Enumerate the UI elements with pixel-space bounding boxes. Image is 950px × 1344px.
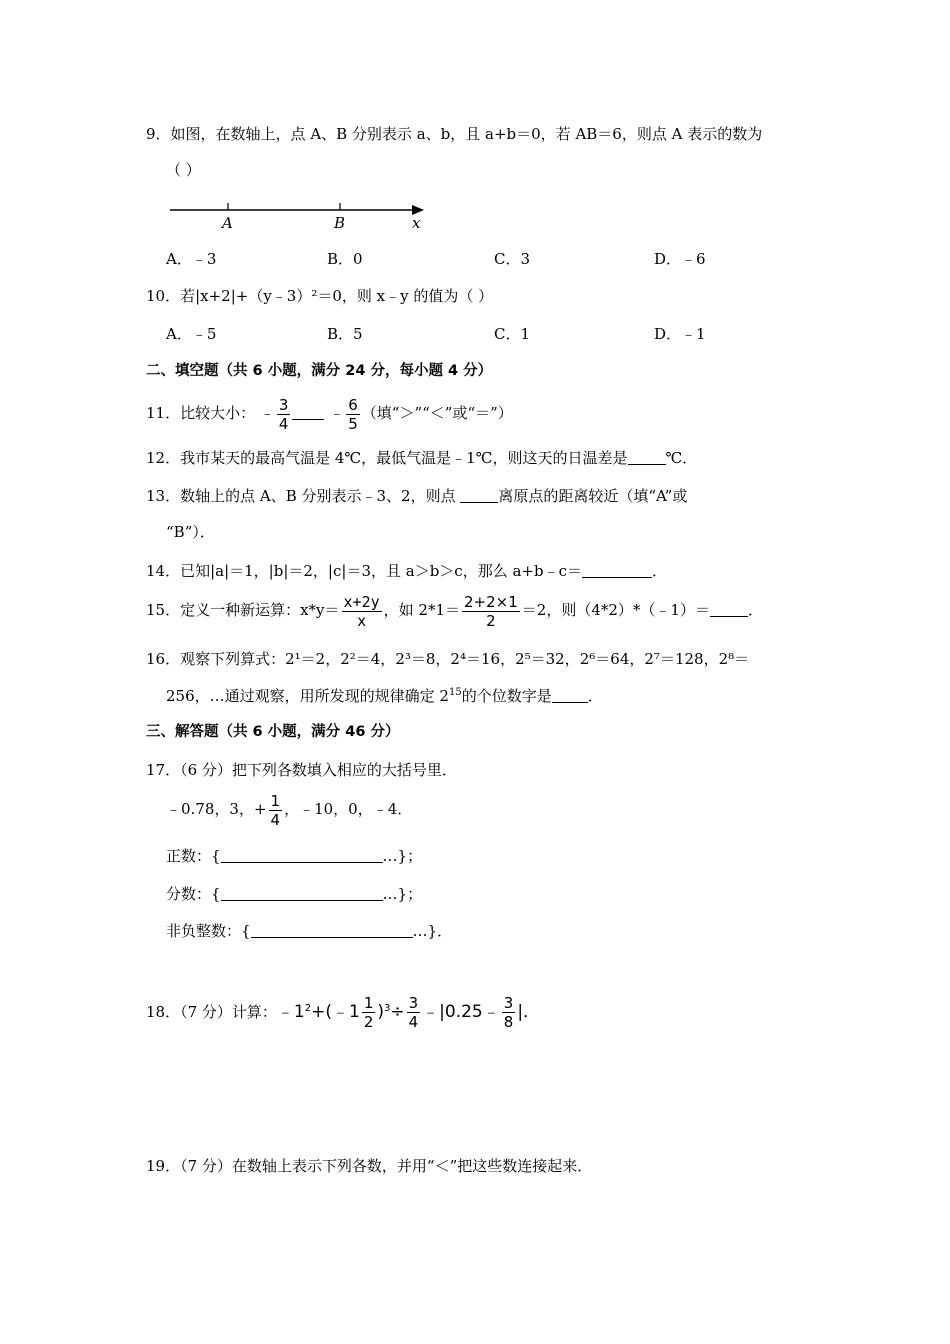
label-x: x: [412, 214, 421, 232]
q17-text: 17．（6 分）把下列各数填入相应的大括号里．: [146, 761, 457, 779]
q17-row-positive-end: …}；: [382, 847, 423, 865]
q13-line1a: 13．数轴上的点 A、B 分别表示﹣3、2，则点: [146, 487, 456, 505]
q9-number-line: [168, 198, 438, 234]
section2-title: 二、填空题（共 6 小题，满分 24 分，每小题 4 分）: [146, 363, 493, 379]
q11-frac2-sign: ﹣: [329, 404, 345, 422]
q16-power-2: 2²＝4，: [340, 650, 396, 668]
q17-numbers-a: ﹣0.78，3，: [166, 800, 254, 818]
q16-power-8: 2⁸＝: [718, 650, 750, 668]
q17-numbers-b: ，﹣10，0，﹣4．: [284, 800, 413, 818]
q18-mixed-num: 1: [363, 993, 374, 1012]
q17-fraction: [269, 792, 283, 829]
q16-blank: [552, 688, 588, 703]
q16-power-1: 2¹＝2，: [285, 650, 341, 668]
label-b: B: [334, 214, 346, 232]
q14-suffix: ．: [651, 562, 667, 580]
q14-blank: [582, 563, 652, 578]
q18-expr-a: ﹣1: [276, 1002, 305, 1022]
q12: [146, 448, 697, 468]
q9-line2: （ ）: [166, 161, 201, 179]
q11-fraction-2: [346, 396, 360, 433]
q11-frac1-num: 3: [278, 395, 289, 414]
q17-row-positive-label: 正数：{: [166, 847, 221, 865]
q17-row-nonneg-blank: [251, 923, 413, 938]
q12-suffix: ℃．: [665, 449, 698, 467]
q18-expr-b: +(﹣1: [311, 1002, 360, 1022]
q17-row-nonneg: [166, 921, 452, 941]
q18-exp-a: 2: [304, 1003, 312, 1014]
q11-frac1-sign: ﹣: [259, 404, 275, 422]
q13-line1b: 离原点的距离较近（填“A”或: [498, 487, 688, 505]
q9-option-d: D．﹣6: [654, 250, 706, 268]
q18-mixed-den: 2: [363, 1012, 374, 1031]
q16-power-5: 2⁵＝32，: [515, 650, 580, 668]
q17-row-fraction-blank: [221, 886, 383, 901]
q15: [146, 587, 763, 633]
q17-frac-den: 4: [270, 810, 281, 829]
q15-frac-example: [462, 593, 520, 630]
q16-exponent: 15: [448, 687, 462, 698]
q18: [146, 990, 540, 1034]
q11-blank: [292, 405, 324, 420]
q11-prefix: 11．比较大小：: [146, 404, 256, 422]
q15-mid2: ＝2，则（4*2）*（﹣1）＝: [521, 601, 710, 619]
q18-frac-e-den: 8: [503, 1012, 514, 1031]
q18-expr-f: |．: [517, 1002, 541, 1022]
q16-line2a: 256，…通过观察，用所发现的规律确定 2: [166, 687, 449, 705]
q18-mixed-frac: [362, 994, 376, 1031]
q9-line1: 9．如图，在数轴上，点 A、B 分别表示 a、b，且 a+b＝0，若 AB＝6，则点 A 表示的数为: [146, 125, 763, 143]
q17-numbers: [166, 789, 412, 829]
q15-prefix: 15．定义一种新运算：x*y＝: [146, 601, 340, 619]
q17-row-nonneg-end: …}．: [412, 922, 453, 940]
q18-expression: [276, 993, 541, 1031]
q13-blank: [460, 488, 498, 503]
q17-row-nonneg-label: 非负整数：{: [166, 922, 251, 940]
q10-option-c: C．1: [494, 325, 531, 343]
q12-prefix: 12．我市某天的最高气温是 4℃，最低气温是﹣1℃，则这天的日温差是: [146, 449, 628, 467]
q14-text: 14．已知|a|＝1，|b|＝2，|c|＝3，且 a＞b＞c，那么 a+b﹣c＝: [146, 562, 582, 580]
q17-row-fraction-end: …}；: [382, 885, 423, 903]
q9-option-b: B．0: [327, 250, 363, 268]
q16-line2: [166, 686, 603, 706]
q15-frac-ex-num: 2+2×1: [464, 592, 518, 611]
q10-option-b: B．5: [327, 325, 363, 343]
q15-frac-def-den: x: [357, 611, 367, 630]
q17-row-positive-blank: [221, 848, 383, 863]
q17-frac-sign: +: [253, 800, 267, 818]
q16-line2-end: ．: [587, 687, 603, 705]
q16-line1: [146, 649, 749, 669]
q14: [146, 561, 667, 581]
q11: [146, 393, 513, 433]
q15-frac-ex-den: 2: [486, 611, 496, 630]
q15-suffix: ．: [747, 601, 763, 619]
q16-line2b: 的个位数字是: [461, 687, 552, 705]
q9-option-c: C．3: [494, 250, 531, 268]
q11-frac2-num: 6: [348, 395, 358, 414]
q10-option-d: D．﹣1: [654, 325, 706, 343]
q15-blank: [710, 602, 748, 617]
q15-frac-def-num: x+2y: [343, 592, 380, 611]
q18-expr-c: ): [377, 1002, 384, 1022]
q18-frac-e: [502, 994, 516, 1031]
q18-exp-c: 3: [384, 1003, 391, 1014]
q15-frac-def: [342, 593, 382, 630]
q13-line1: [146, 486, 687, 506]
section3-title: 三、解答题（共 6 小题，满分 46 分）: [146, 724, 400, 740]
q18-frac-d: [407, 994, 421, 1031]
q15-mid: ，如 2*1＝: [383, 601, 461, 619]
q18-expr-e: ﹣|0.25﹣: [422, 1002, 500, 1022]
q9-option-a: A．﹣3: [166, 250, 217, 268]
q16-line1-prefix: 16．观察下列算式：: [146, 650, 286, 668]
q16-power-3: 2³＝8，: [395, 650, 451, 668]
q16-power-4: 2⁴＝16，: [450, 650, 516, 668]
q11-suffix: （填“＞”“＜”或“＝”）: [361, 404, 513, 422]
q16-power-6: 2⁶＝64，: [579, 650, 645, 668]
q17-frac-num: 1: [270, 791, 281, 810]
q11-fraction-1: [277, 396, 291, 433]
q18-expr-d: ÷: [390, 1002, 405, 1022]
q11-frac2-den: 5: [348, 414, 358, 433]
q18-frac-e-num: 3: [503, 993, 514, 1012]
q11-frac1-den: 4: [278, 414, 289, 433]
q16-power-7: 2⁷＝128，: [644, 650, 719, 668]
q19-text: 19．（7 分）在数轴上表示下列各数，并用“＜”把这些数连接起来．: [146, 1157, 593, 1175]
q10-text: 10．若|x+2|+（y﹣3）²＝0，则 x﹣y 的值为（ ）: [146, 287, 494, 305]
q18-frac-d-num: 3: [408, 993, 419, 1012]
q12-blank: [628, 450, 666, 465]
q18-frac-d-den: 4: [408, 1012, 419, 1031]
q13-line2: “B”）．: [166, 523, 215, 541]
q17-row-positive: [166, 846, 422, 866]
q10-option-a: A．﹣5: [166, 325, 217, 343]
label-a: A: [222, 214, 233, 232]
q17-row-fraction-label: 分数：{: [166, 885, 221, 903]
q17-row-fraction: [166, 884, 422, 904]
q18-prefix: 18．（7 分）计算：: [146, 1003, 277, 1021]
